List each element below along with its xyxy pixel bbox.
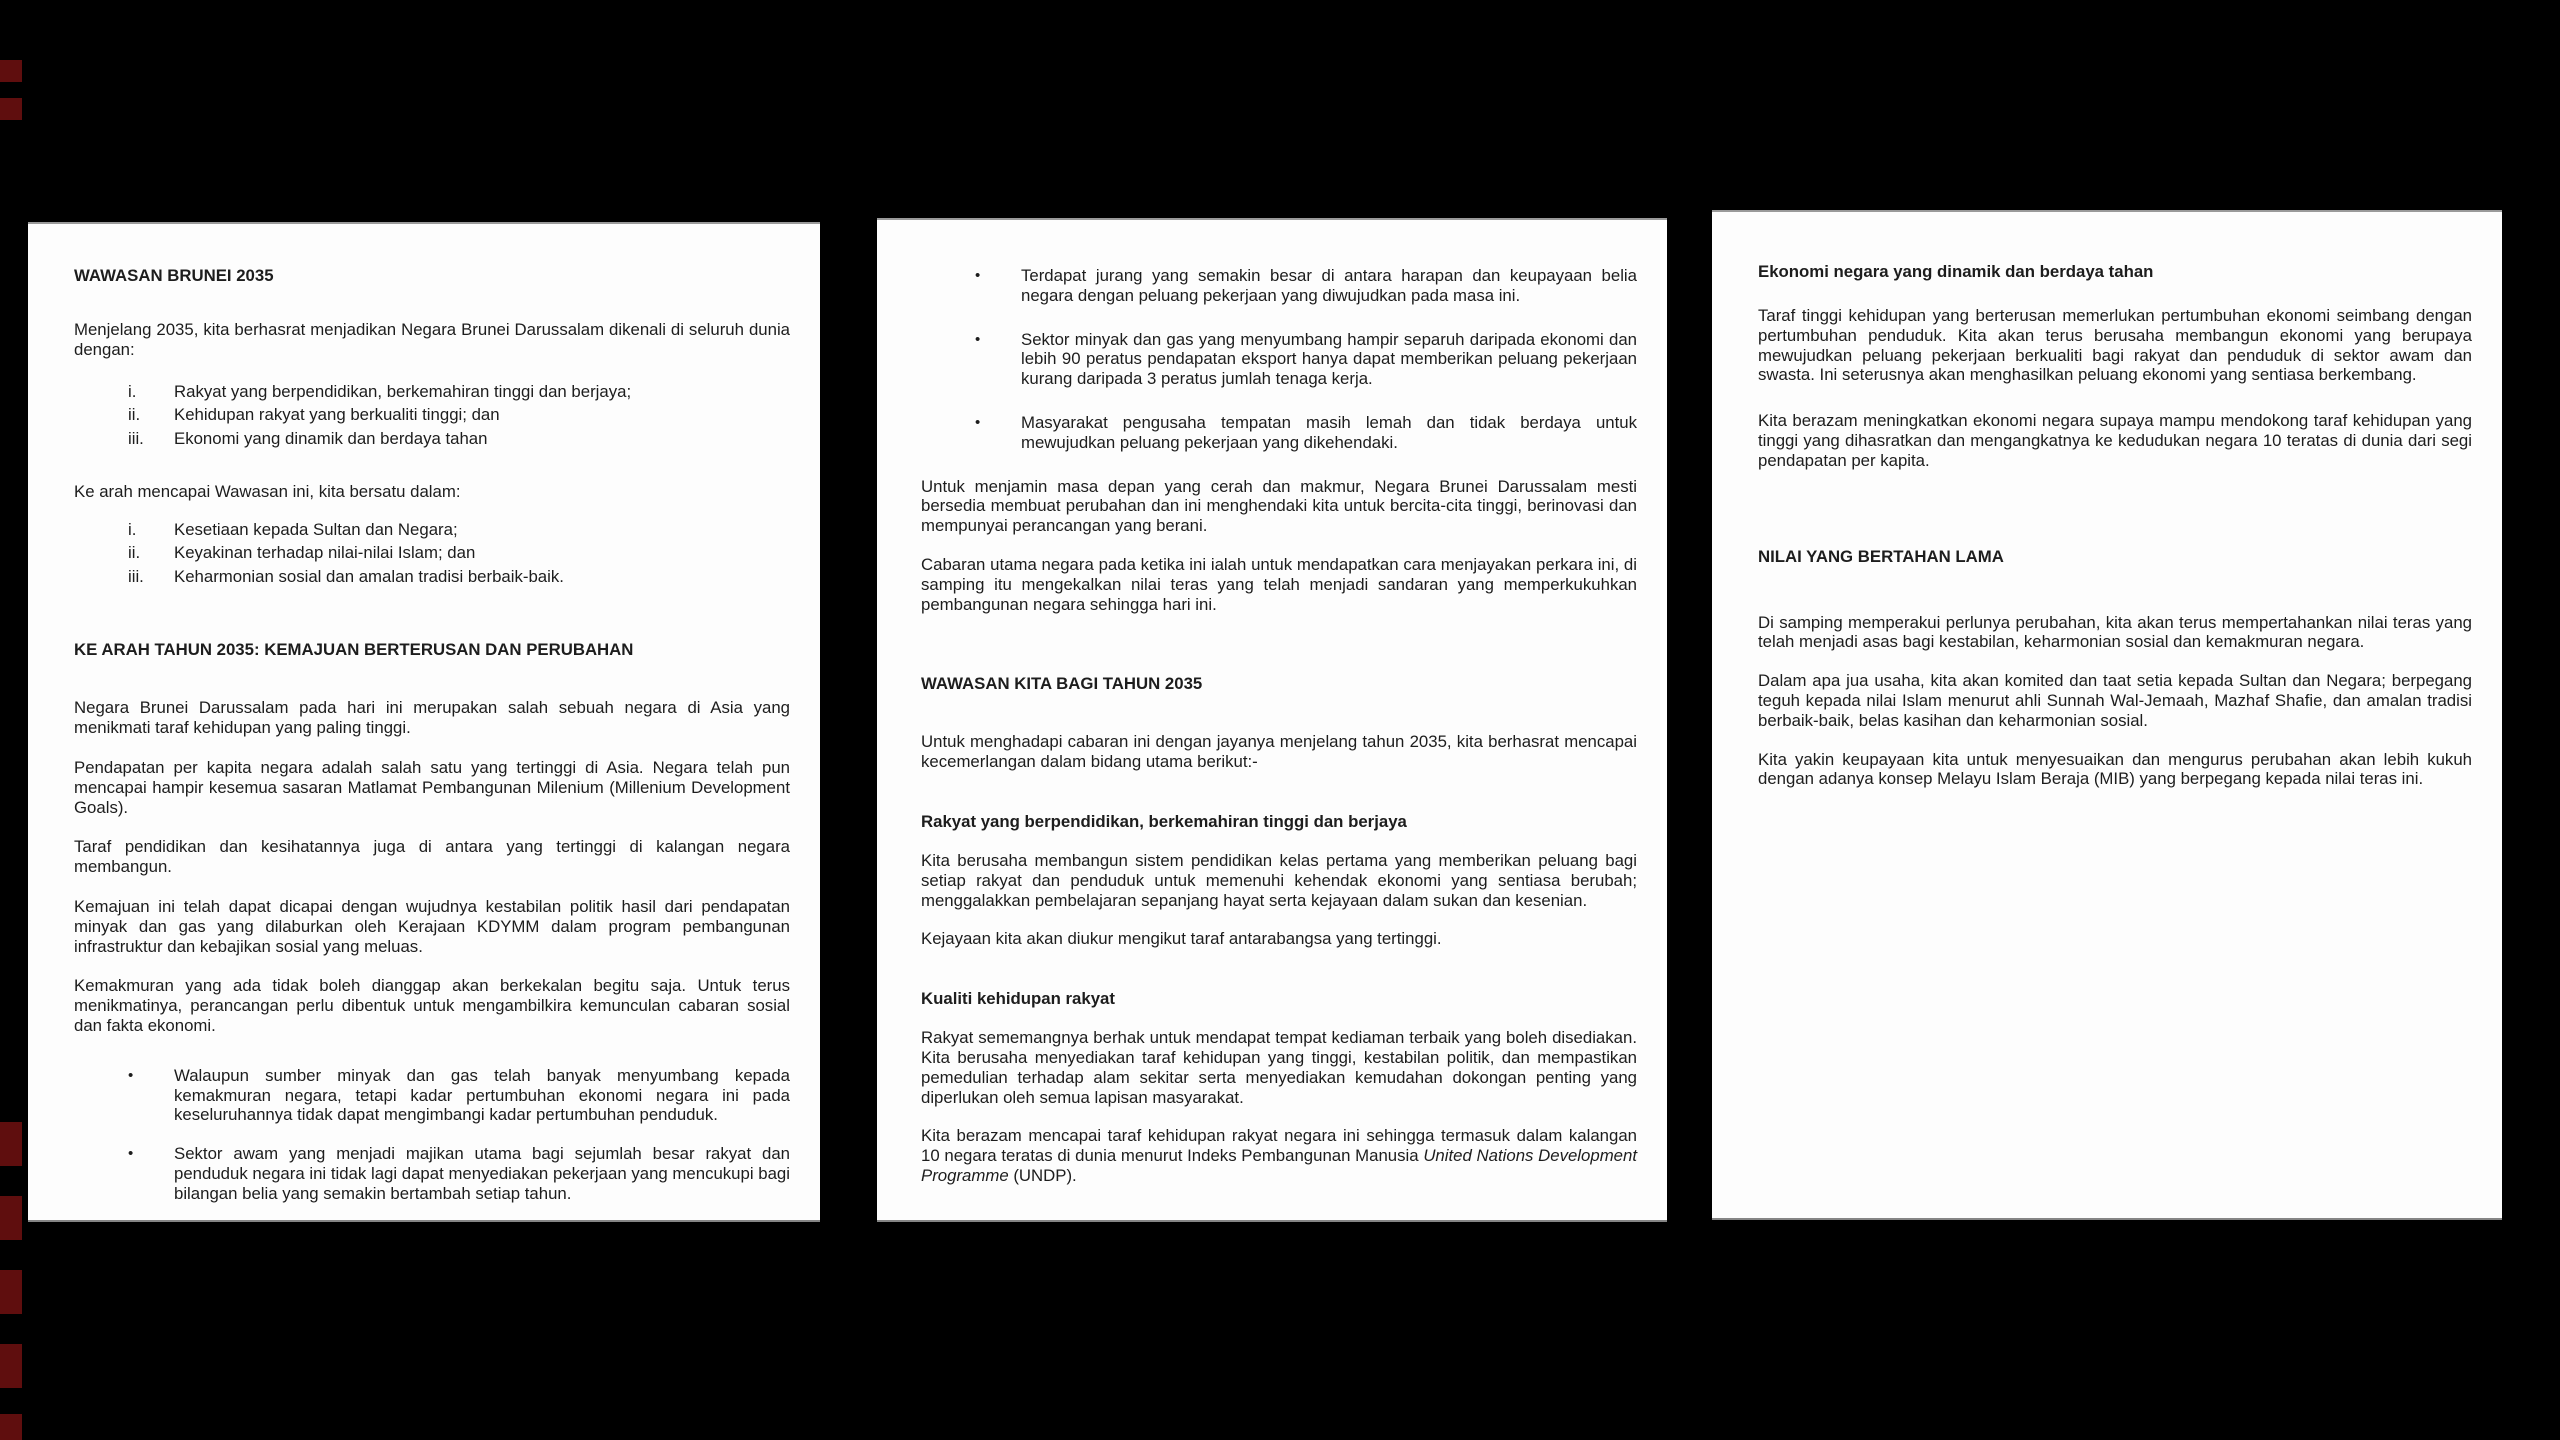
screen-edge-artifact [0, 1414, 22, 1440]
paragraph-italic-text: United Nations Development Programme [921, 1146, 1638, 1185]
bullet-item-text: Sektor minyak dan gas yang menyumbang hampir separuh daripada ekonomi dan lebih 90 peratus pendapatan eksport hanya dapat memberikan peluang pekerjaan kurang daripada 3 peratus jumlah tenaga kerja. [1021, 329, 1637, 389]
list-item-text: Rakyat yang berpendidikan, berkemahiran tinggi dan berjaya; [174, 381, 632, 401]
paragraph: Cabaran utama negara pada ketika ini ialah untuk mendapatkan cara menjayakan perkara ini, di samping itu mengekalkan nilai teras yang telah menjadi sandaran yang memperkukuhkan pembangunan negara sehingga hari ini. [921, 554, 1637, 614]
paragraph: Kemajuan ini telah dapat dicapai dengan wujudnya kestabilan politik hasil dari pendapatan minyak dan gas yang dilaburkan oleh Kerajaan KDYMM dalam program pembangunan infrastruktur dan kebajikan sosial yang meluas. [74, 896, 790, 956]
list-marker: iii. [128, 428, 144, 448]
page2-section-heading: WAWASAN KITA BAGI TAHUN 2035 [921, 674, 1203, 694]
screen-edge-artifact [0, 98, 22, 120]
page3-section-heading: NILAI YANG BERTAHAN LAMA [1758, 546, 2004, 566]
page-2 [877, 218, 1667, 1222]
bullet-item-text: Sektor awam yang menjadi majikan utama bagi sejumlah besar rakyat dan penduduk negara ini tidak lagi dapat menyediakan pekerjaan yang mencukupi bagi bilangan belia yang semakin bertambah setiap tahun. [174, 1144, 790, 1203]
list-item [74, 427, 790, 451]
bullet-marker: • [975, 267, 981, 284]
list-marker: iii. [128, 566, 144, 586]
page1-main-heading: WAWASAN BRUNEI 2035 [74, 266, 274, 285]
paragraph: Dalam apa jua usaha, kita akan komited dan taat setia kepada Sultan dan Negara; berpegang teguh kepada nilai Islam menurut ahli Sunnah Wal-Jemaah, Mazhaf Shafie, dan amalan tradisi berbaik-baik, belas kasihan dan keharmonian sosial. [1758, 671, 2472, 730]
screen-edge-artifact [0, 1122, 22, 1166]
page1-unity-list [74, 518, 790, 589]
paragraph: Rakyat sememangnya berhak untuk mendapat tempat kediaman terbaik yang boleh disediakan. Kita berusaha menyediakan taraf kehidupan yang tinggi, kestabilan politik, dan mempastikan pemedulian terhadap alam sekitar serta menyediakan kemudahan dokongan penting yang diperlukan oleh semua lapisan masyarakat. [921, 1028, 1637, 1107]
list-item [74, 403, 790, 427]
paragraph: Kita berazam meningkatkan ekonomi negara supaya mampu mendokong taraf kehidupan yang tinggi yang dihasratkan dan mengangkatnya ke kedudukan negara 10 teratas di dunia dari segi pendapatan per kapita. [1758, 411, 2472, 470]
screen-edge-artifact [0, 60, 22, 82]
paragraph: Kita berusaha membangun sistem pendidikan kelas pertama yang memberikan peluang bagi setiap rakyat dan penduduk untuk memenuhi kehendak ekonomi yang sentiasa berubah; menggalakkan pembelajaran sepanjang hayat serta kejayaan dalam sukan dan kesenian. [921, 850, 1637, 910]
screen-edge-artifact [0, 1196, 22, 1240]
page-1 [28, 222, 820, 1222]
paragraph: Taraf pendidikan dan kesihatannya juga di antara yang tertinggi di kalangan negara membangun. [74, 837, 790, 877]
bullet-marker: • [975, 330, 981, 348]
paragraph [921, 1126, 1637, 1185]
screen-edge-artifact [0, 1270, 22, 1314]
page1-section-heading: KE ARAH TAHUN 2035: KEMAJUAN BERTERUSAN DAN PERUBAHAN [74, 640, 634, 660]
bullet-item-text: Masyarakat pengusaha tempatan masih lemah dan tidak berdaya untuk mewujudkan peluang pekerjaan yang dikehendaki. [1021, 412, 1637, 452]
list-marker: ii. [128, 405, 141, 425]
paragraph: Kemakmuran yang ada tidak boleh dianggap akan berkekalan begitu saja. Untuk terus menikmatinya, perancangan perlu dibentuk untuk mengambilkira kemunculan cabaran sosial dan fakta ekonomi. [74, 976, 790, 1035]
bullet-marker: • [128, 1066, 134, 1084]
page2-subheading-quality-of-life: Kualiti kehidupan rakyat [921, 989, 1115, 1009]
bullet-marker: • [128, 1145, 134, 1163]
list-item-text: Keharmonian sosial dan amalan tradisi berbaik-baik. [174, 566, 564, 586]
list-item-text: Keyakinan terhadap nilai-nilai Islam; dan [174, 543, 476, 563]
list-item [74, 380, 790, 404]
list-item-text: Ekonomi yang dinamik dan berdaya tahan [174, 428, 488, 448]
paragraph: Di samping memperakui perlunya perubahan, kita akan terus mempertahankan nilai teras yang telah menjadi asas bagi kestabilan, keharmonian sosial dan kemakmuran negara. [1758, 612, 2472, 652]
list-marker: i. [128, 381, 137, 401]
paragraph: Kita yakin keupayaan kita untuk menyesuaikan dan mengurus perubahan akan lebih kukuh dengan adanya konsep Melayu Islam Beraja (MIB) yang berpegang kepada nilai teras ini. [1758, 749, 2472, 789]
list-item-text: Kesetiaan kepada Sultan dan Negara; [174, 519, 458, 539]
paragraph: Negara Brunei Darussalam pada hari ini merupakan salah sebuah negara di Asia yang menikmati taraf kehidupan yang paling tinggi. [74, 698, 790, 738]
bullet-item [921, 330, 1637, 389]
page2-subheading-education: Rakyat yang berpendidikan, berkemahiran tinggi dan berjaya [921, 811, 1407, 831]
list-item [74, 541, 790, 565]
paragraph-text: (UNDP). [1008, 1165, 1077, 1185]
page1-intro-paragraph: Menjelang 2035, kita berhasrat menjadikan Negara Brunei Darussalam dikenali di seluruh dunia dengan: [74, 320, 790, 359]
paragraph-text: Kita berazam mencapai taraf kehidupan rakyat negara ini sehingga termasuk dalam kalangan 10 negara teratas di dunia menurut Indeks Pembangunan Manusia [921, 1126, 1637, 1166]
bullet-item-text: Terdapat jurang yang semakin besar di antara harapan dan keupayaan belia negara dengan peluang pekerjaan yang diwujudkan pada masa ini. [1021, 266, 1637, 305]
list-marker: ii. [128, 543, 141, 563]
page3-subheading-economy: Ekonomi negara yang dinamik dan berdaya tahan [1758, 262, 2154, 281]
page1-vision-list [74, 380, 790, 451]
paragraph: Pendapatan per kapita negara adalah salah satu yang tertinggi di Asia. Negara telah pun mencapai hampir kesemua sasaran Matlamat Pembangunan Milenium (Millenium Development Goals). [74, 757, 790, 817]
page-3 [1712, 210, 2502, 1220]
page2-bullet-list [921, 266, 1637, 453]
screen-edge-artifact [0, 1344, 22, 1388]
bullet-item [74, 1066, 790, 1125]
paragraph: Untuk menjamin masa depan yang cerah dan makmur, Negara Brunei Darussalam mesti bersedia membuat perubahan dan ini menghendaki kita untuk bercita-cita tinggi, berinovasi dan mempunyai perancangan yang berani. [921, 476, 1637, 536]
page1-unity-intro: Ke arah mencapai Wawasan ini, kita bersatu dalam: [74, 482, 461, 502]
list-marker: i. [128, 519, 137, 539]
page1-bullet-list [74, 1066, 790, 1204]
bullet-item [74, 1144, 790, 1203]
paragraph: Kejayaan kita akan diukur mengikut taraf antarabangsa yang tertinggi. [921, 929, 1442, 949]
paragraph: Taraf tinggi kehidupan yang berterusan memerlukan pertumbuhan ekonomi seimbang dengan pertumbuhan penduduk. Kita akan terus berusaha membangun ekonomi yang berupaya mewujudkan peluang pekerjaan berkualiti bagi rakyat dan penduduk di sektor awam dan swasta. Ini seterusnya akan menghasilkan peluang ekonomi yang sentiasa berkembang. [1758, 306, 2472, 385]
list-item [74, 518, 790, 542]
bullet-item [921, 266, 1637, 306]
list-item-text: Kehidupan rakyat yang berkualiti tinggi; dan [174, 405, 500, 425]
bullet-item [921, 413, 1637, 453]
paragraph: Untuk menghadapi cabaran ini dengan jayanya menjelang tahun 2035, kita berhasrat mencapai kecemerlangan dalam bidang utama berikut:- [921, 732, 1637, 772]
bullet-item-text: Walaupun sumber minyak dan gas telah banyak menyumbang kepada kemakmuran negara, tetapi kadar pertumbuhan ekonomi negara ini pada keseluruhannya tidak dapat mengimbangi kadar pertumbuhan penduduk. [174, 1065, 790, 1125]
bullet-marker: • [975, 413, 981, 431]
list-item [74, 565, 790, 589]
